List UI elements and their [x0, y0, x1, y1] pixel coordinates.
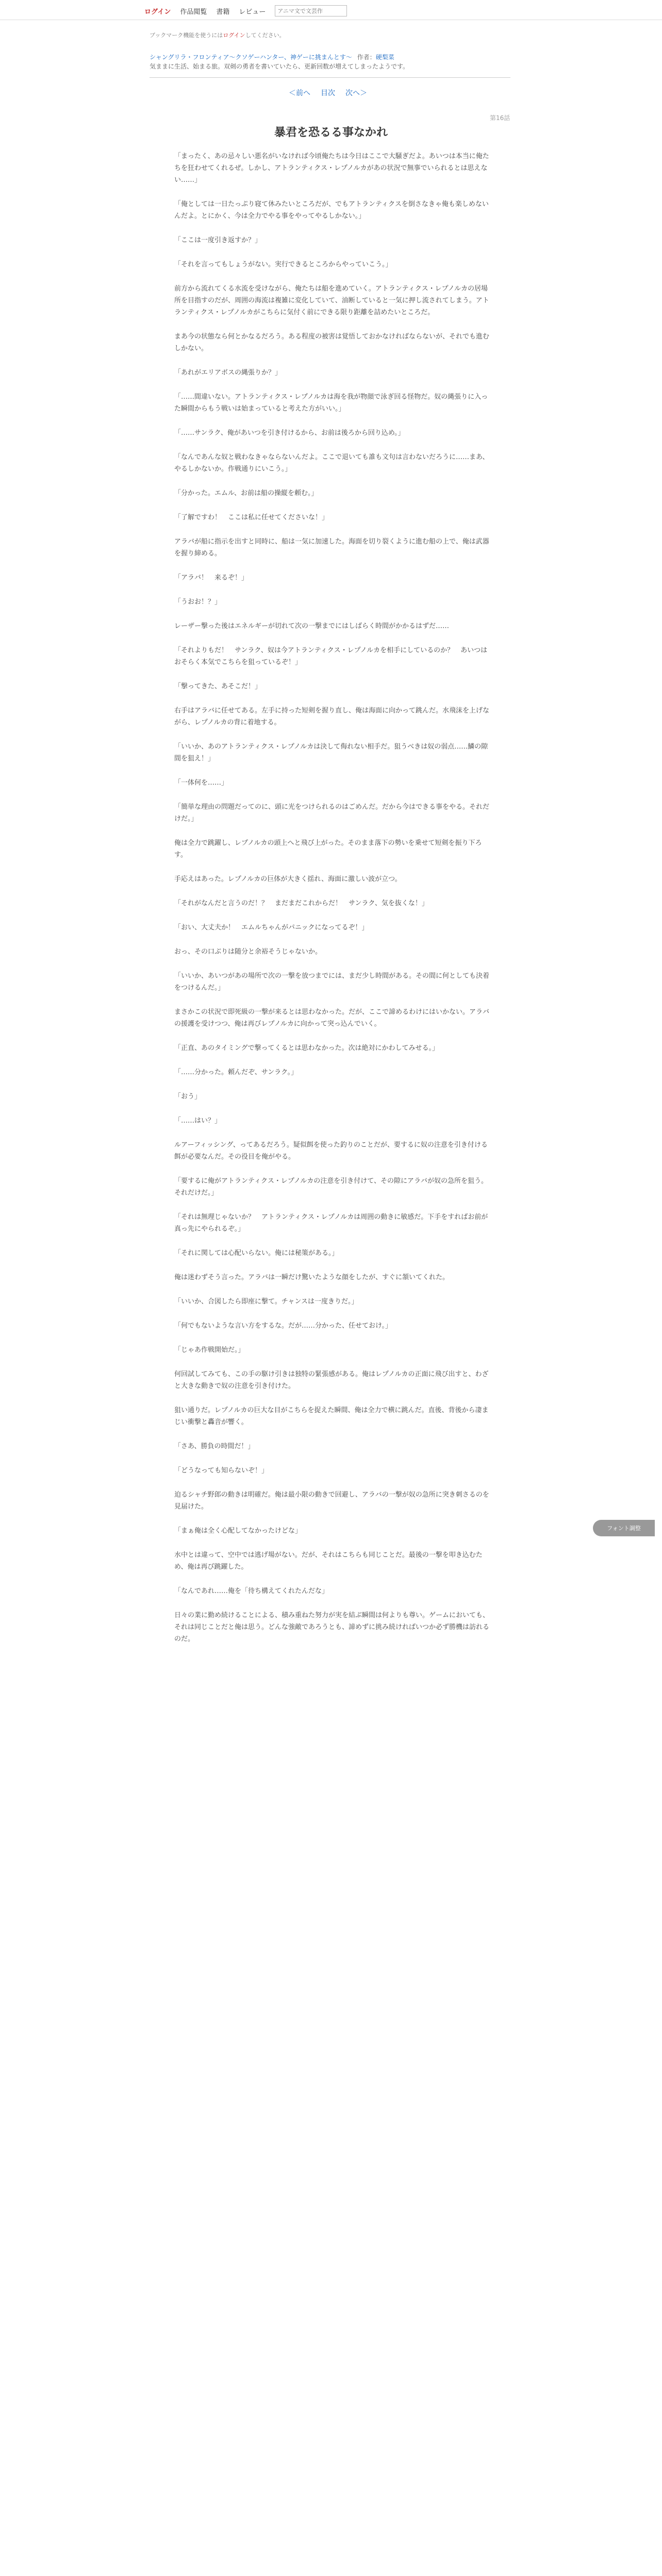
nav-menu [144, 5, 347, 16]
work-description: 気ままに生活、始まる旅。双剣の勇者を書いていたら、更新回数が増えてしまったようです。 [150, 63, 409, 70]
body-paragraph: 「一体何を……」 [174, 779, 228, 787]
nav-item-reviews[interactable]: レビュー [239, 8, 266, 16]
body-paragraph: 「どうなっても知らないぞ！」 [174, 1467, 269, 1475]
body-paragraph: おっ、その口ぶりは随分と余裕そうじゃないか。 [174, 948, 322, 956]
body-paragraph: 「おい、大丈夫か！ エムルちゃんがパニックになってるぞ！」 [174, 924, 369, 931]
body-paragraph: 「……サンラク、俺があいつを引き付けるから、お前は後ろから回り込め。」 [174, 429, 405, 437]
body-paragraph: 「……分かった。頼んだぞ、サンラク。」 [174, 1069, 298, 1076]
body-paragraph: アラバが船に指示を出すと同時に、船は一気に加速した。海面を切り裂くように進む船の上で、俺は武器を握り締める。 [174, 538, 489, 557]
font-adjust-button[interactable]: フォント調整 [593, 1520, 655, 1536]
body-paragraph: 「なんであんな奴と戦わなきゃならないんだよ。ここで退いても誰も文句は言わないだろうに……まあ、やるしかないか。作戦通りにいこう。」 [174, 453, 489, 473]
body-paragraph: 狙い通りだ。レプノルカの巨大な目がこちらを捉えた瞬間、俺は全力で横に跳んだ。直後、背後から凄まじい衝撃と轟音が響く。 [174, 1406, 489, 1426]
body-paragraph: 「俺としては一日たっぷり寝て休みたいところだが、でもアトランティクスを倒さなきゃ俺も楽しめないんだよ。とにかく、今は全力でやる事をやってやるしかない。」 [174, 200, 489, 220]
index-link[interactable]: 目次 [321, 89, 335, 97]
body-paragraph: 右手はアラバに任せてある。左手に持った短剣を握り直し、俺は海面に向かって跳んだ。水飛沫を上げながら、レプノルカの背に着地する。 [174, 707, 490, 726]
body-paragraph: 「おう」 [174, 1093, 202, 1100]
body-paragraph: 手応えはあった。レプノルカの巨体が大きく揺れ、海面に激しい波が立つ。 [174, 875, 402, 883]
body-paragraph: 「いいか、あいつがあの場所で次の一撃を放つまでには、まだ少し時間がある。その間に何としても決着をつけるんだ。」 [174, 972, 490, 992]
body-paragraph: 「それよりもだ！ サンラク、奴は今アトランティクス・レプノルカを相手にしているのか？ あいつはおそらく本気でこちらを狙っているぞ！」 [174, 647, 488, 666]
body-paragraph: 「じゃあ作戦開始だ。」 [174, 1346, 245, 1354]
divider [150, 77, 510, 78]
next-episode-link[interactable]: 次へ＞ [345, 89, 367, 97]
notice-login-link[interactable]: ログイン [223, 32, 245, 39]
body-paragraph: 俺は全力で跳躍し、レプノルカの頭上へと飛び上がった。そのまま落下の勢いを乗せて短剣を振り下ろす。 [174, 839, 482, 859]
body-paragraph: 「簡単な理由の問題だってのに、頭に光をつけられるのはごめんだ。だから今はできる事をやる。それだけだ。」 [174, 803, 490, 823]
body-paragraph: 日々の業に勤め続けることによる、積み重ねた努力が実を結ぶ瞬間は何よりも尊い。ゲームにおいても、それは同じことだと俺は思う。どんな強敵であろうとも、諦めずに挑み続ければいつか必ず勝機は訪れるのだ。 [174, 1612, 490, 1643]
body-paragraph: 「それがなんだと言うのだ！？ まだまだこれからだ！ サンラク、気を抜くな！」 [174, 900, 428, 907]
episode-number: 第16話 [490, 114, 510, 122]
body-paragraph: 「それに関しては心配いらない。俺には秘策がある。」 [174, 1249, 339, 1257]
nav-item-books[interactable]: 書籍 [216, 8, 230, 16]
episode-pager-top [289, 88, 367, 98]
body-paragraph: 「さあ、勝負の時間だ！」 [174, 1443, 255, 1450]
body-paragraph: まさかこの状況で即死級の一撃が来るとは思わなかった。だが、ここで諦めるわけにはいかない。アラバの援護を受けつつ、俺は再びレプノルカに向かって突っ込んでいく。 [174, 1008, 490, 1028]
body-paragraph: 「それを言ってもしょうがない。実行できるところからやっていこう。」 [174, 261, 392, 268]
bookmark-notice: ブックマーク機能を使うにはログインしてください。 [150, 32, 285, 39]
body-paragraph: まあ今の状態なら何とかなるだろう。ある程度の被害は覚悟しておかなければならないが、それでも進むしかない。 [174, 333, 490, 352]
body-paragraph: 「いいか、合図したら即座に撃て。チャンスは一度きりだ。」 [174, 1298, 358, 1306]
nav-item-works[interactable]: 作品閲覧 [180, 8, 207, 16]
body-paragraph: 「まぁ俺は全く心配してなかったけどな」 [174, 1527, 302, 1535]
body-paragraph: 何回試してみても、この手の駆け引きは独特の緊張感がある。俺はレプノルカの正面に飛び出すと、わざと大きな動きで奴の注意を引き付けた。 [174, 1370, 489, 1390]
body-paragraph: 「何でもないような言い方をするな。だが……分かった、任せておけ。」 [174, 1322, 392, 1330]
body-paragraph: 「……はい？」 [174, 1117, 222, 1125]
author-link[interactable]: 硬梨菜 [375, 54, 394, 61]
work-title-link[interactable]: シャングリラ・フロンティア〜クソゲーハンター、神ゲーに挑まんとす〜 [150, 54, 352, 61]
prev-episode-link[interactable]: ＜前へ [289, 89, 310, 97]
body-paragraph: 「撃ってきた、あそこだ！」 [174, 683, 262, 690]
author-label: 作者： [357, 54, 376, 61]
body-paragraph: 「正直、あのタイミングで撃ってくるとは思わなかった。次は絶対にかわしてみせる。」 [174, 1044, 439, 1052]
breadcrumb [150, 53, 510, 71]
body-paragraph: 迫るシャチ野郎の動きは明確だ。俺は最小限の動きで回避し、アラバの一撃が奴の急所に突き刺さるのを見届けた。 [174, 1491, 489, 1511]
body-paragraph: 「それは無理じゃないか？ アトランティクス・レプノルカは周囲の動きに敏感だ。下手をすればお前が真っ先にやられるぞ。」 [174, 1213, 488, 1233]
body-paragraph: 「なんであれ……俺を「待ち構えてくれたんだな」 [174, 1587, 329, 1595]
body-paragraph: 「いいか、あのアトランティクス・レプノルカは決して侮れない相手だ。狙うべきは奴の弱点……鱗の隙間を狙え！」 [174, 743, 488, 762]
body-paragraph: 「うおお！？」 [174, 598, 222, 606]
body-paragraph: 「まったく、あの忌々しい悪名がいなければ今頃俺たちは今日はここで大騒ぎだよ。あいつは本当に俺たちを狂わせてくれるぜ。しかし、アトランティクス・レプノルカがあの状況で無事でいられるとは思えない……」 [174, 152, 489, 184]
chapter-title: 暴君を恐るる事なかれ [274, 126, 388, 139]
body-paragraph: 「分かった。エムル、お前は船の操縦を頼む。」 [174, 489, 318, 497]
body-paragraph: 俺は迷わずそう言った。アラバは一瞬だけ驚いたような顔をしたが、すぐに頷いてくれた。 [174, 1274, 450, 1281]
body-paragraph: 水中とは違って、空中では逃げ場がない。だが、それはこちらも同じことだ。最後の一撃を叩き込むため、俺は再び跳躍した。 [174, 1551, 483, 1571]
top-navigation [0, 0, 662, 20]
body-paragraph: 前方から流れてくる水流を受けながら、俺たちは船を進めていく。アトランティクス・レプノルカの居場所を目指すのだが、周囲の海流は複雑に変化していて、油断していると一気に押し流されてしまう。アトランティクス・レプノルカがこちらに気付く前にできる限り距離を詰めたいところだ。 [174, 285, 489, 316]
body-paragraph: ルアーフィッシング、ってあるだろう。疑似餌を使った釣りのことだが、要するに奴の注意を引き付ける餌が必要なんだ。その役目を俺がやる。 [174, 1141, 488, 1161]
chapter-body [174, 150, 490, 1657]
body-paragraph: 「アラバ！ 来るぞ！」 [174, 574, 249, 582]
search-input[interactable] [275, 5, 347, 16]
body-paragraph: 「あれがエリアボスの縄張りか？」 [174, 369, 282, 377]
body-paragraph: 「了解ですわ！ ここは私に任せてくださいな！」 [174, 514, 329, 521]
body-paragraph: レーザー撃った後はエネルギーが切れて次の一撃までにはしばらく時間がかかるはずだ…… [174, 622, 450, 630]
body-paragraph: 「……間違いない。アトランティクス・レプノルカは海を我が物顔で泳ぎ回る怪物だ。奴の縄張りに入った瞬間からもう戦いは始まっていると考えた方がいい。」 [174, 393, 488, 413]
login-link[interactable]: ログイン [144, 8, 171, 16]
body-paragraph: 「要するに俺がアトランティクス・レプノルカの注意を引き付けて、その隙にアラバが奴の急所を狙う。それだけだ。」 [174, 1177, 488, 1197]
body-paragraph: 「ここは一度引き返すか？」 [174, 236, 262, 244]
